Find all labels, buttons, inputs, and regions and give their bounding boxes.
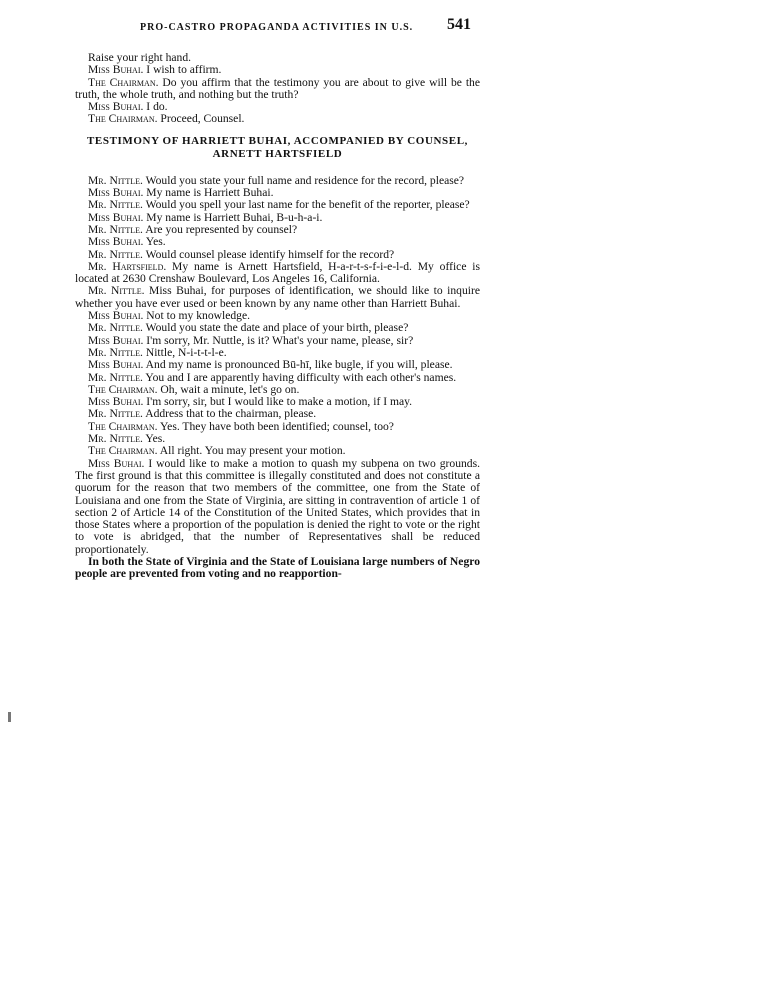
- speech-text: My name is Arnett Hartsfield, H-a-r-t-s-f-i-e-l-d. My office is located at 2630 Crenshaw Boulevard, Los Angeles 16, California.: [75, 259, 480, 286]
- section-heading-line2: ARNETT HARTSFIELD: [212, 147, 343, 160]
- speech-text: Raise your right hand.: [88, 51, 192, 64]
- opening-exchange: [75, 52, 480, 126]
- speaker-label: Miss Buhai.: [88, 235, 144, 249]
- speech-text: Would you state your full name and residence for the record, please?: [142, 173, 465, 187]
- speaker-label: Miss Buhai.: [88, 210, 144, 224]
- transcript-body: [75, 52, 480, 581]
- speech-text: Miss Buhai, for purposes of identification, we should like to inquire whether you have ever used or been known by any name other than Harriett Buhai.: [75, 284, 480, 310]
- speech-text: Are you represented by counsel?: [142, 222, 298, 236]
- speech-text: Yes. They have both been identified; counsel, too?: [157, 419, 394, 433]
- speaker-label: Mr. Nittle.: [88, 321, 143, 335]
- speaker-label: Miss Buhai.: [88, 456, 145, 470]
- speech-text: Not to my knowledge.: [143, 309, 250, 323]
- section-heading: [75, 135, 480, 161]
- speaker-label: Mr. Nittle.: [88, 345, 143, 359]
- speech-text: Nittle, N-i-t-t-l-e.: [142, 345, 227, 359]
- speaker-label: Miss Buhai.: [88, 100, 144, 114]
- speaker-label: Mr. Nittle.: [88, 284, 145, 298]
- testimony-paragraph: [75, 285, 480, 310]
- speech-text: My name is Harriett Buhai, B-u-h-a-i.: [143, 210, 323, 224]
- testimony-paragraph: [75, 458, 480, 556]
- section-heading-line1: TESTIMONY OF HARRIETT BUHAI, ACCOMPANIED BY COUNSEL,: [86, 134, 468, 147]
- speech-text: Yes.: [143, 235, 166, 249]
- speaker-label: Miss Buhai.: [88, 358, 144, 372]
- running-title: PRO-CASTRO PROPAGANDA ACTIVITIES IN U.S.: [140, 22, 414, 33]
- speech-text: All right. You may present your motion.: [157, 444, 346, 458]
- speech-text: I'm sorry, Mr. Nuttle, is it? What's your name, please, sir?: [143, 333, 414, 347]
- speech-text: I would like to make a motion to quash my subpena on two grounds. The first ground is that this committee is illegally constituted and does not constitute a quorum for the reason that two members of the committee, one from the State of Louisiana and one from the State of Virginia, are sitting in contravention of article 1 of section 2 of Article 14 of the Constitution of the United States, which provides that in those States where a proportion of the population is denied the right to vote or the right to vote is abridged, that the number of Representatives shall be reduced proportionately.: [75, 456, 480, 556]
- speech-text: My name is Harriett Buhai.: [143, 186, 274, 200]
- speech-text: You and I are apparently having difficulty with each other's names.: [142, 370, 457, 384]
- speaker-label: Miss Buhai.: [88, 395, 144, 409]
- speech-text: Address that to the chairman, please.: [142, 407, 317, 421]
- speaker-label: Mr. Nittle.: [88, 247, 143, 261]
- speech-text: And my name is pronounced Bū-hī, like bugle, if you will, please.: [143, 358, 453, 372]
- speech-text: Yes.: [142, 432, 166, 446]
- speaker-label: The Chairman.: [88, 419, 158, 433]
- speaker-label: Mr. Hartsfield.: [88, 259, 167, 273]
- testimony-paragraphs: [75, 175, 480, 556]
- speaker-label: Miss Buhai.: [88, 333, 144, 347]
- speaker-label: The Chairman.: [88, 382, 158, 396]
- speaker-label: The Chairman.: [88, 444, 158, 458]
- speech-text: Would you state the date and place of your birth, please?: [142, 321, 409, 335]
- speaker-label: Miss Buhai.: [88, 186, 144, 200]
- closing-line: In both the State of Virginia and the State of Louisiana large numbers of Negro people are prevented from voting and no reapportion-: [75, 554, 480, 581]
- scan-artifact-mark: [8, 712, 11, 722]
- speech-text: I wish to affirm.: [143, 63, 222, 77]
- speaker-label: Mr. Nittle.: [88, 407, 143, 421]
- speaker-label: The Chairman.: [88, 112, 158, 126]
- speech-text: I do.: [143, 100, 168, 114]
- speaker-label: The Chairman.: [88, 75, 159, 89]
- speaker-label: Miss Buhai.: [88, 63, 144, 77]
- speech-text: Oh, wait a minute, let's go on.: [157, 382, 300, 396]
- speaker-label: Mr. Nittle.: [88, 222, 143, 236]
- speech-text: Would counsel please identify himself for the record?: [142, 247, 395, 261]
- speech-text: I'm sorry, sir, but I would like to make a motion, if I may.: [143, 395, 413, 409]
- opening-line: [75, 113, 480, 125]
- speaker-label: Mr. Nittle.: [88, 432, 143, 446]
- opening-line: [75, 77, 480, 102]
- page-number: 541: [447, 16, 471, 33]
- speech-text: Do you affirm that the testimony you are about to give will be the truth, the whole truth, and nothing but the truth?: [75, 75, 480, 101]
- speaker-label: Mr. Nittle.: [88, 370, 143, 384]
- speaker-label: Miss Buhai.: [88, 309, 144, 323]
- speech-text: Proceed, Counsel.: [157, 112, 245, 126]
- speaker-label: Mr. Nittle.: [88, 173, 143, 187]
- speech-text: Would you spell your last name for the benefit of the reporter, please?: [142, 198, 470, 212]
- speaker-label: Mr. Nittle.: [88, 198, 143, 212]
- testimony-paragraph: [75, 261, 480, 286]
